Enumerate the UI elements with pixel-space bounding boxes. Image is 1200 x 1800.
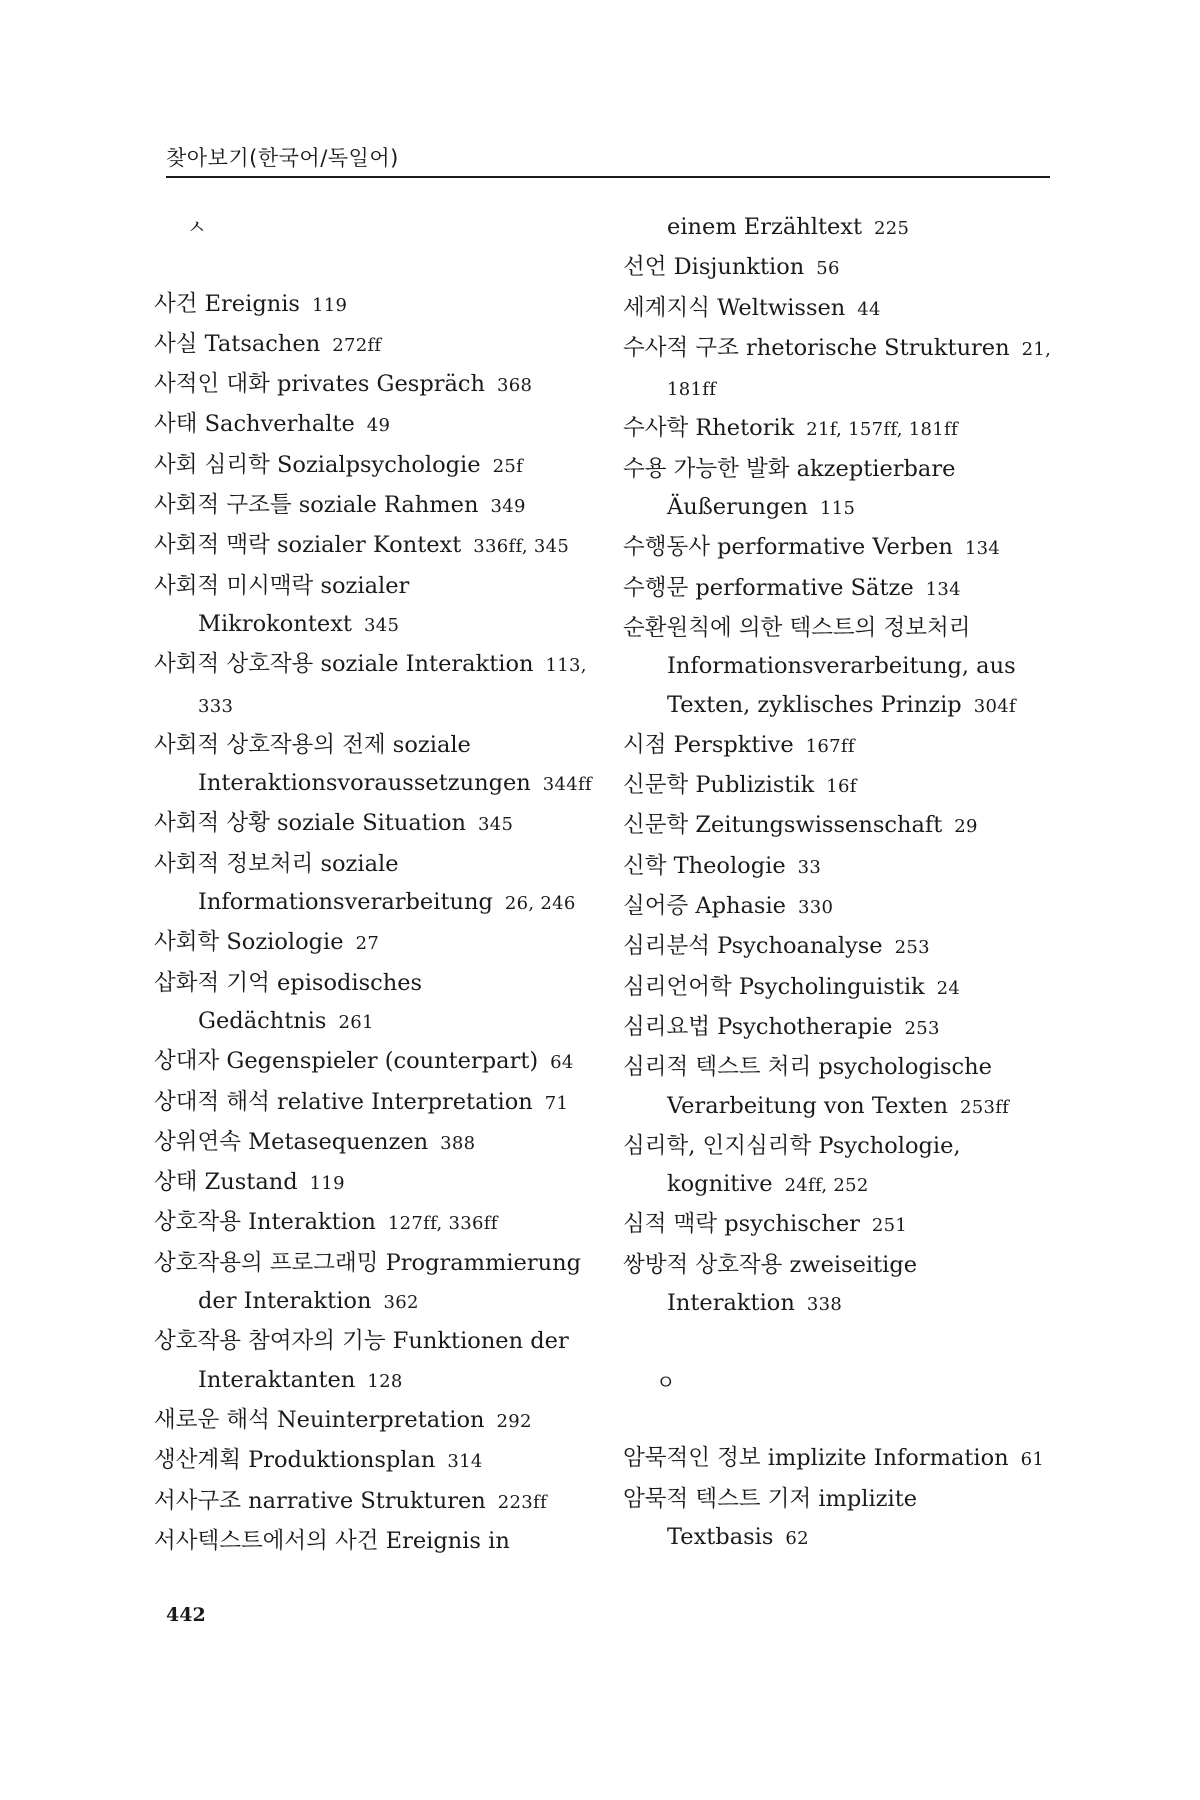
index-entry [623,968,1063,1008]
entry-pages: 64 [550,1052,574,1074]
index-entry [154,1522,594,1560]
entry-pages: 345 [478,814,514,836]
index-entry [154,1042,594,1082]
index-entry [154,964,594,1043]
entry-term: 신문학 Publizistik [623,772,815,799]
entry-pages: 27 [355,933,380,955]
entry-term: 상호작용의 프로그래밍 Programmierung der Interaktion [154,1249,581,1315]
entry-term: 사회적 구조틀 soziale Rahmen [154,492,479,519]
index-entry [623,569,1063,609]
index-entry [154,1203,594,1243]
entry-term: 사회적 정보처리 soziale Informationsverarbeitung [154,850,493,916]
index-entry [154,446,594,486]
index-entry [154,1441,594,1481]
index-entry [154,1123,594,1163]
entry-term: 세계지식 Weltwissen [623,294,846,321]
entry-term: 사적인 대화 privates Gespräch [154,371,486,398]
entry-term: 수용 가능한 발화 akzeptierbare Äußerungen [623,455,956,521]
entry-pages: 26, 246 [504,893,576,915]
entry-pages: 128 [367,1370,403,1392]
index-entry [623,450,1063,529]
entry-term: 수행문 performative Sätze [623,574,914,601]
entry-term: 암묵적인 정보 implizite Information [623,1445,1009,1472]
entry-pages: 253 [904,1017,940,1039]
entry-term: 심리적 텍스트 처리 psychologische Verarbeitung von Texten [623,1054,992,1119]
entry-pages: 253 [894,937,930,959]
index-entry [154,365,594,405]
index-entry [154,325,594,365]
entry-term: 시점 Perspktive [623,731,794,758]
entry-pages: 24 [936,977,961,999]
section-spacer [623,1401,1063,1439]
entry-pages: 56 [816,258,840,280]
entry-term: 선언 Disjunktion [623,254,805,281]
section-heading: ㅇ [656,1369,676,1394]
entry-term: 서사구조 narrative Strukturen [154,1487,486,1514]
entry-pages: 272ff [332,334,382,356]
index-column-left [154,208,594,1560]
entry-pages: 24ff, 252 [784,1175,869,1197]
index-entry [154,1322,594,1401]
section-spacer [623,1324,1063,1362]
index-entry [154,845,594,924]
index-entry [623,927,1063,967]
index-entry [623,1439,1063,1479]
entry-pages: 134 [964,538,1001,560]
index-entry [623,766,1063,806]
entry-term: 사회적 상황 soziale Situation [154,810,467,837]
entry-term: 사회 심리학 Sozialpsychologie [154,451,481,478]
entry-term: 생산계획 Produktionsplan [154,1447,436,1474]
entry-pages: 368 [497,375,533,397]
entry-term: 사실 Tatsachen [154,330,321,357]
entry-pages: 119 [311,294,348,316]
entry-term: 상호작용 Interaktion [154,1209,376,1236]
index-entry [623,1246,1063,1325]
entry-term: 사회학 Soziologie [154,929,344,956]
index-entry [623,1480,1063,1559]
entry-pages: 21f, 157ff, 181ff [806,419,958,441]
entry-term: 신학 Theologie [623,852,786,879]
entry-pages: 119 [309,1173,345,1195]
entry-term: 사회적 상호작용 soziale Interaktion [154,651,534,678]
entry-term: 심리학, 인지심리학 Psychologie, kognitive [623,1132,961,1198]
index-entry [623,1048,1063,1127]
index-entry [154,726,594,805]
index-column-right [623,208,1063,1558]
entry-term: 사회적 맥락 sozialer Kontext [154,532,462,559]
entry-term: 새로운 해석 Neuinterpretation [154,1406,485,1433]
index-entry [623,609,1063,726]
index-entry [623,726,1063,766]
entry-pages: 25f [492,455,524,477]
entry-pages: 49 [366,415,391,437]
entry-pages: 225 [874,218,910,239]
index-entry [623,1205,1063,1245]
index-entry [154,486,594,526]
header-title: 찾아보기(한국어/독일어) [166,146,399,170]
entry-term: 수사적 구조 rhetorische Strukturen [623,334,1010,361]
entry-term: 심리언어학 Psycholinguistik [623,973,925,1000]
entry-pages: 62 [785,1527,809,1549]
entry-term: 서사텍스트에서의 사건 Ereignis in [154,1527,510,1554]
index-entry [623,847,1063,887]
index-entry [154,567,594,646]
entry-pages: 167ff [805,735,855,757]
index-entry [623,289,1063,329]
entry-pages: 251 [871,1215,908,1237]
entry-term: 순환원칙에 의한 텍스트의 정보처리 Informationsverarbeitung, aus Texten, zyklisches Prinzip [623,614,1016,718]
entry-term: 심리요법 Psychotherapie [623,1013,893,1040]
entry-term: 쌍방적 상호작용 zweiseitige Interaktion [623,1251,918,1317]
entry-pages: 292 [496,1410,532,1432]
entry-pages: 33 [797,856,822,878]
entry-pages: 29 [954,816,978,838]
entry-pages: 330 [797,897,834,919]
entry-pages: 336ff, 345 [473,536,570,558]
index-entry [154,1482,594,1522]
entry-pages: 44 [857,298,881,320]
entry-pages: 21, 181ff [667,338,1052,401]
index-entry [154,405,594,445]
entry-term: 수사학 Rhetorik [623,415,795,442]
entry-term: 사태 Sachverhalte [154,411,355,438]
entry-pages: 113, 333 [198,655,587,717]
entry-pages: 253ff [959,1096,1010,1118]
entry-term: 상위연속 Metasequenzen [154,1128,429,1155]
entry-pages: 61 [1020,1449,1045,1471]
index-entry [623,248,1063,288]
index-entry [154,1244,594,1323]
index-entry [623,1127,1063,1206]
index-entry [154,1401,594,1441]
entry-pages: 345 [363,614,400,636]
entry-term: 상대적 해석 relative Interpretation [154,1088,533,1115]
entry-pages: 115 [820,498,856,520]
entry-term: 암묵적 텍스트 기저 implizite Textbasis [623,1485,918,1550]
index-entry [623,806,1063,846]
index-entry [623,409,1063,449]
entry-term: 수행동사 performative Verben [623,534,953,561]
index-entry [623,329,1063,410]
index-entry [154,1083,594,1123]
index-entry [154,804,594,844]
entry-term: einem Erzähltext [667,214,863,240]
entry-pages: 344ff [542,774,592,796]
entry-pages: 127ff, 336ff [387,1213,498,1235]
page-number: 442 [166,1604,206,1626]
entry-term: 심리분석 Psychoanalyse [623,933,883,960]
index-entry [623,528,1063,568]
entry-term: 사건 Ereignis [154,290,300,317]
entry-pages: 314 [447,1451,483,1473]
entry-term: 상호작용 참여자의 기능 Funktionen der Interaktanten [154,1328,569,1393]
entry-term: 상태 Zustand [154,1169,298,1196]
index-entry [154,285,594,325]
index-entry [154,645,594,726]
running-header [166,138,1050,178]
entry-pages: 134 [925,578,961,600]
entry-pages: 71 [544,1092,569,1114]
index-entry [154,923,594,963]
entry-term: 심적 맥락 psychischer [623,1211,860,1238]
section-spacer [154,246,594,284]
entry-pages: 223ff [497,1491,547,1513]
entry-term: 신문학 Zeitungswissenschaft [623,812,943,839]
entry-term: 삽화적 기억 episodisches Gedächtnis [154,969,423,1034]
entry-term: 실어증 Aphasie [623,893,786,920]
entry-term: 상대자 Gegenspieler (counterpart) [154,1048,539,1075]
entry-pages: 338 [806,1294,843,1316]
index-entry [623,887,1063,927]
entry-pages: 16f [826,776,857,798]
entry-pages: 349 [490,496,526,518]
index-entry [154,1163,594,1203]
section-heading: ㅅ [187,215,207,239]
entry-pages: 362 [383,1292,419,1314]
index-entry [623,1008,1063,1048]
entry-term: 사회적 상호작용의 전제 soziale Interaktionsvoraussetzungen [154,731,531,797]
entry-pages: 388 [440,1132,476,1154]
entry-term: 사회적 미시맥락 sozialer Mikrokontext [154,572,410,637]
entry-pages: 304f [973,695,1016,717]
entry-pages: 261 [338,1011,374,1033]
index-entry [154,526,594,566]
index-entry-continuation [623,208,1063,248]
